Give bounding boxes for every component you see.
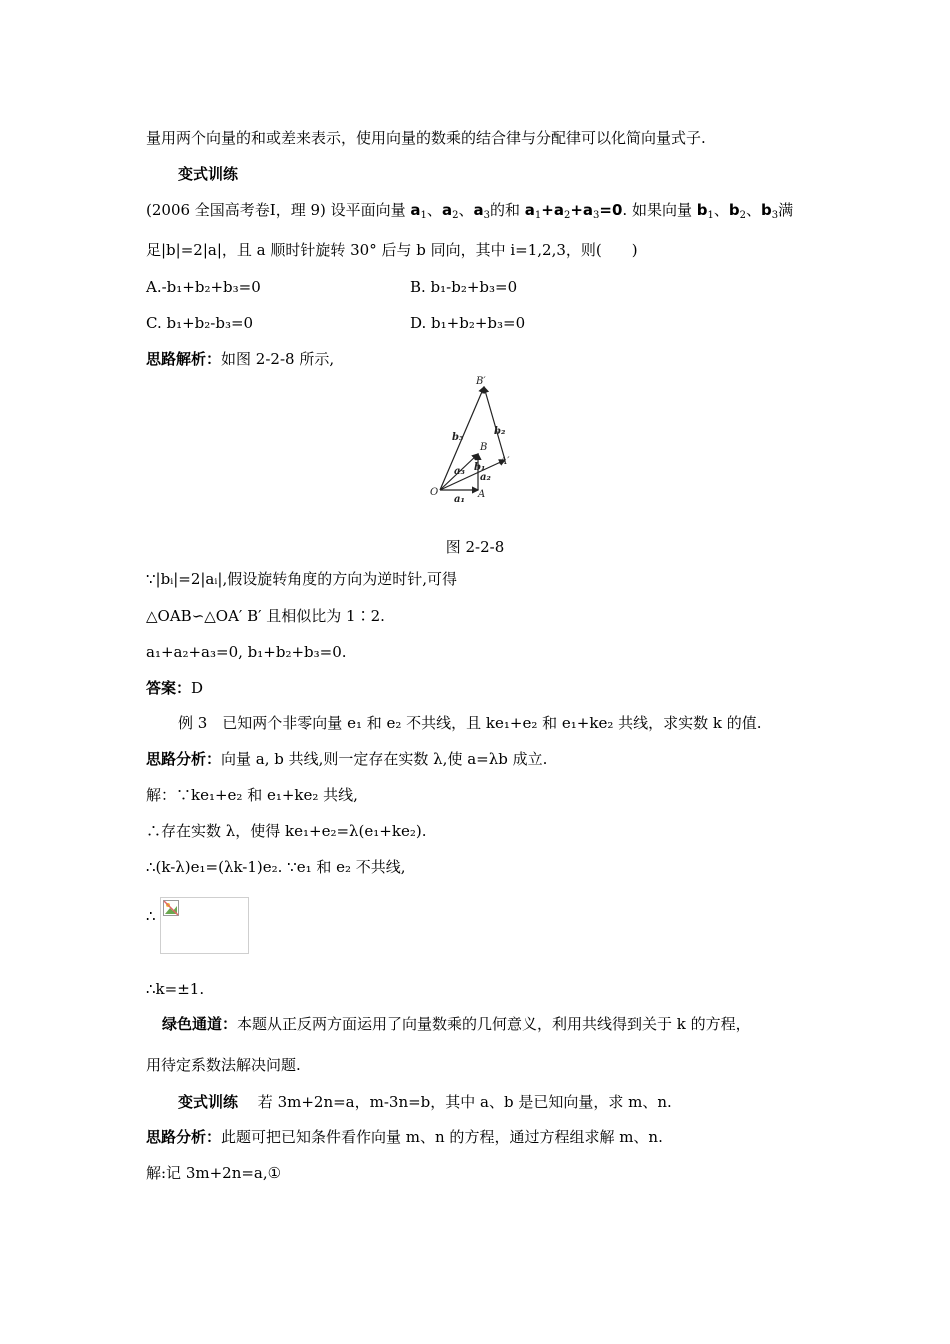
figure-label: b₁ <box>474 462 486 473</box>
text-span: 满 <box>778 201 794 219</box>
text-line: (2006 全国高考卷Ⅰ，理 9) 设平面向量 $a_1$、$a_2$、$a_3$的和 $a_1+a_2+a_3=0$. 如果向量 $b_1$、$b_2$、$b_3$满 <box>146 201 794 221</box>
label: 思路解析： <box>146 350 222 368</box>
text-line <box>146 749 547 769</box>
text-span: + <box>570 201 583 219</box>
section-heading: 变式训练 <box>178 165 239 183</box>
text-line <box>146 349 334 369</box>
figure-caption: 图 2-2-8 <box>445 538 505 556</box>
text-line <box>162 1014 751 1034</box>
figure-label: A′ <box>500 456 510 467</box>
figure-label: B <box>480 442 488 453</box>
figure-label: O <box>430 487 439 498</box>
text-span: b <box>728 201 740 219</box>
text-line: △OAB∽△OA′ B′ 且相似比为 1∶2. <box>146 607 385 625</box>
text-span: 、 <box>426 201 442 219</box>
option-d: D. b₁+b₂+b₃=0 <box>410 314 526 332</box>
label: 变式训练 <box>178 1093 239 1111</box>
text-line: a₁+a₂+a₃=0, b₁+b₂+b₃=0. <box>146 643 347 661</box>
option-b: B. b₁-b₂+b₃=0 <box>410 278 518 296</box>
text-span: = <box>599 201 612 219</box>
option-a: A.-b₁+b₂+b₃=0 <box>146 278 261 296</box>
text-line: 用待定系数法解决问题. <box>146 1056 301 1074</box>
text-span: a <box>410 201 421 219</box>
text-span: 此题可把已知条件看作向量 m、n 的方程，通过方程组求解 m、n. <box>221 1128 663 1146</box>
text-line <box>146 678 203 698</box>
figure-label: b₂ <box>494 426 506 437</box>
text-span: D <box>191 679 204 697</box>
text-line: ∵|bᵢ|=2|aᵢ|,假设旋转角度的方向为逆时针,可得 <box>146 570 457 588</box>
broken-image <box>160 897 249 954</box>
option-c: C. b₁+b₂-b₃=0 <box>146 314 254 332</box>
label: 思路分析： <box>146 750 222 768</box>
text-span: . 如果向量 <box>622 201 697 219</box>
text-span: b <box>761 201 772 219</box>
text-line: 解:记 3m+2n=a,① <box>146 1164 282 1182</box>
label: 绿色通道： <box>162 1015 238 1033</box>
text-span: a <box>582 201 594 219</box>
text-span: a <box>553 201 564 219</box>
label: 答案： <box>146 679 192 697</box>
text-span: 、 <box>458 201 474 219</box>
text-span: 、 <box>745 201 761 219</box>
text-line: ∴(k-λ)e₁=(λk-1)e₂. ∵e₁ 和 e₂ 不共线, <box>146 858 406 876</box>
text-span: (2006 全国高考卷Ⅰ，理 9) 设平面向量 <box>146 201 411 219</box>
figure-label: a₁ <box>454 494 465 505</box>
text-line: ∴k=±1. <box>146 980 205 998</box>
text-line <box>178 1092 672 1112</box>
figure-label: b₃ <box>452 432 464 443</box>
text-span: a <box>524 201 535 219</box>
text-span: 、 <box>713 201 729 219</box>
figure-label: a₃ <box>454 466 465 477</box>
figure-label: A <box>478 489 486 500</box>
figure-label: a₂ <box>480 472 491 483</box>
text-line: ∴ <box>146 907 156 925</box>
text-span: + <box>541 201 554 219</box>
label: 思路分析： <box>146 1128 222 1146</box>
text-span: a <box>441 201 453 219</box>
text-span: b <box>696 201 708 219</box>
vector-triangle-figure <box>420 372 530 512</box>
text-span: 0 <box>611 201 623 219</box>
text-span: 的和 <box>489 201 525 219</box>
text-line <box>146 1127 663 1147</box>
text-span: a <box>473 201 484 219</box>
text-span: 若 3m+2n=a，m-3n=b，其中 a、b 是已知向量，求 m、n. <box>257 1093 672 1111</box>
text-line: 解：∵ke₁+e₂ 和 e₁+ke₂ 共线, <box>146 786 358 804</box>
text-line: 例 3 已知两个非零向量 e₁ 和 e₂ 不共线，且 ke₁+e₂ 和 e₁+ke₂ 共线，求实数 k 的值. <box>178 714 762 732</box>
vector-b1 <box>440 460 505 490</box>
broken-image-icon <box>163 900 179 916</box>
text-line: 量用两个向量的和或差来表示，使用向量的数乘的结合律与分配律可以化简向量式子. <box>146 129 706 147</box>
text-line: ∴存在实数 λ，使得 ke₁+e₂=λ(e₁+ke₂). <box>146 822 427 840</box>
text-line: 足|b|=2|a|，且 a 顺时针旋转 30° 后与 b 同向，其中 i=1,2,3，则( ) <box>146 241 638 259</box>
text-span: 本题从正反两方面运用了向量数乘的几何意义，利用共线得到关于 k 的方程， <box>237 1015 751 1033</box>
text-span: 如图 2-2-8 所示, <box>221 350 335 368</box>
figure-label: B′ <box>476 376 486 387</box>
text-span: 向量 a, b 共线,则一定存在实数 λ,使 a=λb 成立. <box>221 750 548 768</box>
